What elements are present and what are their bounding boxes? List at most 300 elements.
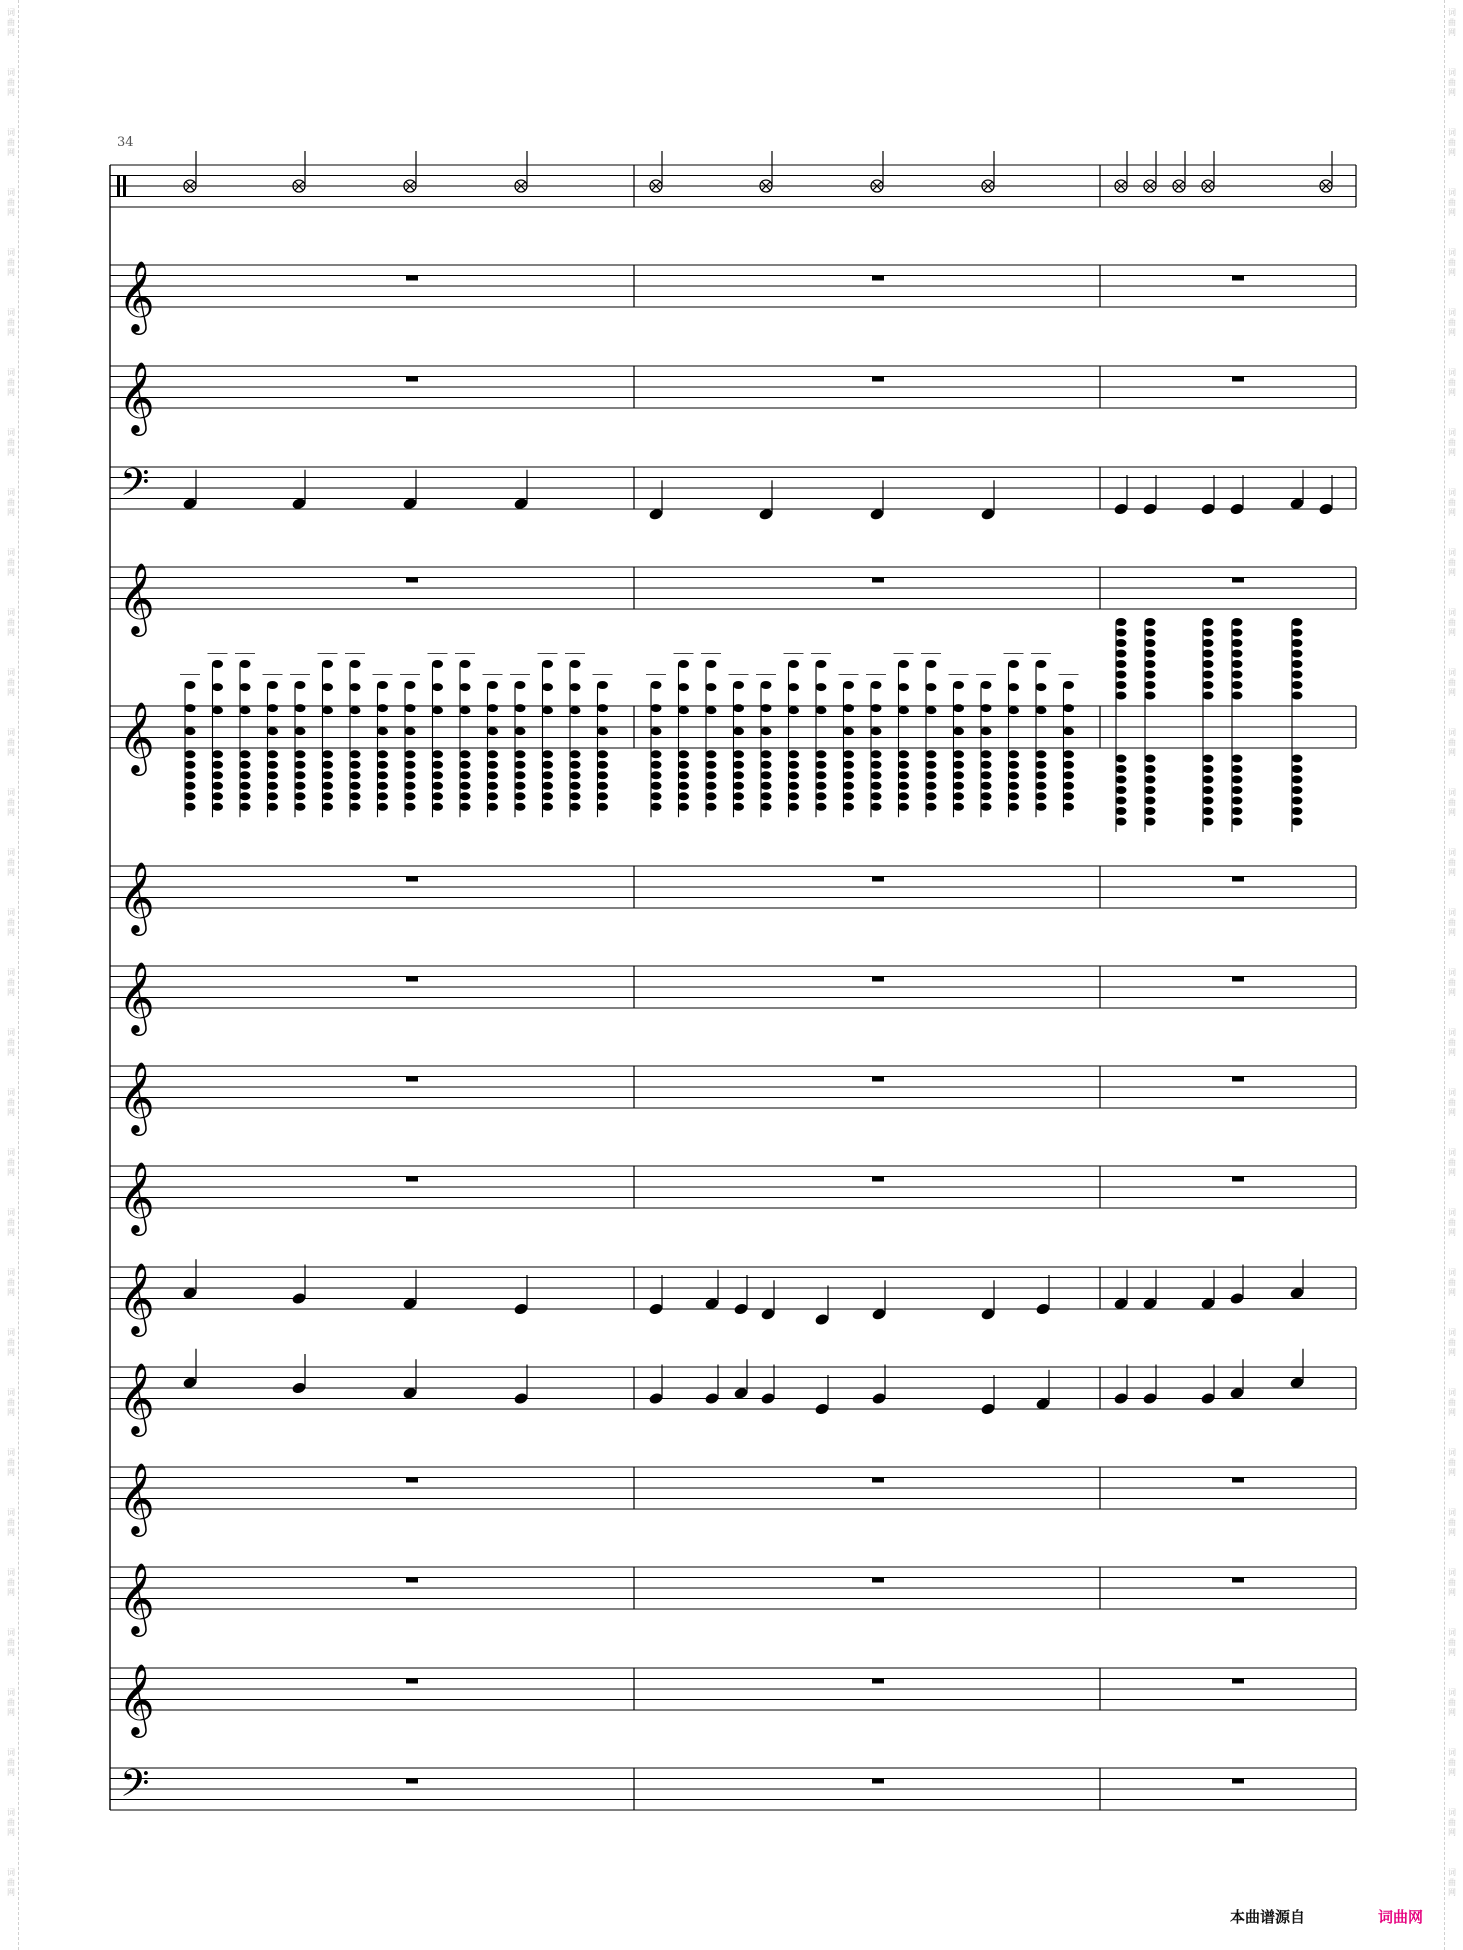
chord-note — [981, 782, 992, 790]
chord-note — [570, 771, 581, 779]
chord-note — [788, 706, 799, 714]
watermark-text: 词 曲 网 — [1448, 368, 1456, 397]
chord-note — [1008, 706, 1019, 714]
chord-note — [515, 681, 526, 689]
whole-rest — [406, 1578, 418, 1583]
whole-rest — [872, 1478, 884, 1483]
chord-note — [542, 706, 553, 714]
chord-note — [898, 683, 909, 691]
chord-note — [843, 761, 854, 769]
chord-note — [1203, 776, 1214, 784]
chord-note — [1292, 629, 1303, 637]
chord-note — [487, 792, 498, 800]
watermark-text: 词 曲 网 — [7, 1028, 15, 1057]
staff-7 — [110, 860, 1356, 936]
chord-note — [432, 660, 443, 668]
staff-15 — [110, 1662, 1356, 1738]
chord-note — [1145, 639, 1156, 647]
chord-note — [597, 750, 608, 758]
chord-note — [515, 782, 526, 790]
chord-note — [761, 750, 772, 758]
watermark-text: 词 曲 网 — [1448, 548, 1456, 577]
chord-note — [432, 750, 443, 758]
chord-note — [212, 706, 223, 714]
whole-rest — [1232, 1679, 1244, 1684]
chord-note — [295, 681, 306, 689]
chord-note — [1292, 818, 1303, 826]
whole-rest — [872, 877, 884, 882]
chord-note — [926, 771, 937, 779]
chord-note — [981, 792, 992, 800]
chord-note — [267, 727, 278, 735]
chord-note — [377, 792, 388, 800]
chord-note — [1008, 792, 1019, 800]
chord-note — [871, 727, 882, 735]
chord-note — [515, 792, 526, 800]
whole-rest — [406, 578, 418, 583]
chord-note — [1232, 765, 1243, 773]
chord-note — [597, 782, 608, 790]
watermark-text: 词 曲 网 — [1448, 1808, 1456, 1837]
chord-note — [1008, 803, 1019, 811]
watermark-text: 词 曲 网 — [7, 8, 15, 37]
watermark-text: 词 曲 网 — [1448, 1628, 1456, 1657]
chord-note — [843, 704, 854, 712]
chord-note — [816, 761, 827, 769]
chord-note — [761, 727, 772, 735]
chord-note — [816, 706, 827, 714]
chord-note — [350, 683, 361, 691]
chord-note — [515, 704, 526, 712]
chord-note — [898, 706, 909, 714]
chord-note — [678, 706, 689, 714]
watermark-text: 词 曲 网 — [7, 128, 15, 157]
chord-note — [1008, 771, 1019, 779]
staff-16 — [110, 1761, 1356, 1815]
chord-note — [405, 771, 416, 779]
chord-note — [1232, 786, 1243, 794]
chord-note — [1292, 692, 1303, 700]
chord-note — [460, 803, 471, 811]
chord-note — [816, 803, 827, 811]
chord-note — [350, 803, 361, 811]
watermark-text: 词 曲 网 — [7, 1148, 15, 1177]
watermark-text: 词 曲 网 — [7, 1568, 15, 1597]
chord-note — [487, 704, 498, 712]
chord-note — [953, 782, 964, 790]
whole-rest — [872, 1077, 884, 1082]
watermark-text: 词 曲 网 — [7, 308, 15, 337]
chord-note — [432, 683, 443, 691]
watermark-text: 词 曲 网 — [1448, 1448, 1456, 1477]
chord-note — [542, 683, 553, 691]
chord-note — [322, 706, 333, 714]
treble-clef-icon: 𝄞 — [118, 1461, 155, 1534]
chord-note — [816, 782, 827, 790]
chord-note — [678, 803, 689, 811]
chord-note — [1145, 755, 1156, 763]
chord-note — [295, 750, 306, 758]
watermark-text: 词 曲 网 — [1448, 1688, 1456, 1717]
chord-note — [651, 761, 662, 769]
chord-note — [926, 803, 937, 811]
staff-8 — [110, 960, 1356, 1036]
chord-note — [1008, 660, 1019, 668]
chord-note — [926, 782, 937, 790]
chord-note — [487, 782, 498, 790]
chord-note — [240, 706, 251, 714]
chord-note — [570, 750, 581, 758]
chord-note — [542, 792, 553, 800]
watermark-text: 词 曲 网 — [7, 968, 15, 997]
chord-note — [1203, 818, 1214, 826]
chord-note — [1116, 650, 1127, 658]
chord-note — [1036, 771, 1047, 779]
watermark-text: 词 曲 网 — [7, 68, 15, 97]
chord-note — [405, 681, 416, 689]
chord-note — [432, 792, 443, 800]
whole-rest — [406, 1077, 418, 1082]
chord-note — [816, 792, 827, 800]
chord-note — [460, 771, 471, 779]
chord-note — [377, 782, 388, 790]
chord-note — [761, 792, 772, 800]
whole-rest — [1232, 578, 1244, 583]
chord-note — [487, 727, 498, 735]
chord-note — [377, 761, 388, 769]
watermark-text: 词 曲 网 — [1448, 1868, 1456, 1897]
chord-note — [240, 782, 251, 790]
chord-note — [1232, 776, 1243, 784]
watermark-text: 词 曲 网 — [7, 1208, 15, 1237]
chord-note — [405, 803, 416, 811]
whole-rest — [872, 377, 884, 382]
chord-note — [322, 771, 333, 779]
watermark-text: 词 曲 网 — [1448, 248, 1456, 277]
chord-note — [405, 782, 416, 790]
watermark-text: 词 曲 网 — [7, 548, 15, 577]
watermark-text: 词 曲 网 — [7, 1808, 15, 1837]
chord-note — [185, 681, 196, 689]
chord-note — [706, 792, 717, 800]
chord-note — [267, 782, 278, 790]
chord-note — [432, 771, 443, 779]
chord-note — [1063, 771, 1074, 779]
chord-note — [1036, 750, 1047, 758]
chord-note — [788, 782, 799, 790]
chord-note — [1145, 765, 1156, 773]
chord-note — [570, 782, 581, 790]
chord-note — [295, 704, 306, 712]
chord-note — [1203, 660, 1214, 668]
chord-note — [405, 792, 416, 800]
chord-note — [733, 750, 744, 758]
chord-note — [1116, 765, 1127, 773]
whole-rest — [406, 1478, 418, 1483]
chord-note — [212, 660, 223, 668]
treble-clef-icon: 𝄞 — [118, 700, 155, 773]
chord-note — [926, 683, 937, 691]
chord-note — [678, 660, 689, 668]
chord-note — [1232, 807, 1243, 815]
chord-note — [733, 681, 744, 689]
chord-note — [487, 750, 498, 758]
chord-note — [898, 782, 909, 790]
chord-note — [377, 681, 388, 689]
chord-note — [843, 782, 854, 790]
chord-note — [267, 771, 278, 779]
chord-note — [185, 750, 196, 758]
chord-note — [1203, 671, 1214, 679]
chord-note — [761, 771, 772, 779]
chord-note — [651, 803, 662, 811]
watermark-text: 词 曲 网 — [7, 188, 15, 217]
chord-note — [1145, 818, 1156, 826]
chord-note — [322, 660, 333, 668]
chord-note — [432, 803, 443, 811]
chord-note — [1203, 639, 1214, 647]
chord-note — [678, 683, 689, 691]
watermark-text: 词 曲 网 — [1448, 1508, 1456, 1537]
treble-clef-icon: 𝄞 — [118, 1561, 155, 1634]
chord-note — [185, 704, 196, 712]
chord-note — [350, 750, 361, 758]
chord-note — [843, 681, 854, 689]
chord-note — [267, 681, 278, 689]
watermark-text: 词 曲 网 — [1448, 788, 1456, 817]
chord-note — [405, 750, 416, 758]
chord-note — [981, 761, 992, 769]
chord-note — [733, 704, 744, 712]
chord-note — [1116, 618, 1127, 626]
chord-note — [350, 782, 361, 790]
chord-note — [788, 683, 799, 691]
chord-note — [1063, 761, 1074, 769]
chord-note — [816, 660, 827, 668]
chord-note — [1203, 797, 1214, 805]
chord-note — [487, 803, 498, 811]
chord-note — [761, 704, 772, 712]
treble-clef-icon: 𝄞 — [118, 1361, 155, 1434]
watermark-text: 词 曲 网 — [7, 908, 15, 937]
chord-note — [377, 803, 388, 811]
chord-note — [240, 660, 251, 668]
chord-note — [1232, 650, 1243, 658]
chord-note — [212, 782, 223, 790]
chord-note — [1116, 639, 1127, 647]
chord-note — [377, 704, 388, 712]
whole-rest — [1232, 276, 1244, 281]
chord-note — [185, 761, 196, 769]
chord-note — [1292, 755, 1303, 763]
chord-note — [1145, 681, 1156, 689]
whole-rest — [1232, 377, 1244, 382]
watermark-text: 词 曲 网 — [1448, 968, 1456, 997]
chord-note — [678, 782, 689, 790]
staff-9 — [110, 1060, 1356, 1136]
watermark-text: 词 曲 网 — [1448, 128, 1456, 157]
watermark-text: 词 曲 网 — [7, 428, 15, 457]
chord-note — [843, 803, 854, 811]
chord-note — [1008, 750, 1019, 758]
chord-note — [706, 761, 717, 769]
chord-note — [570, 803, 581, 811]
watermark-text: 词 曲 网 — [7, 1688, 15, 1717]
measure-number: 34 — [117, 135, 134, 150]
chord-note — [733, 771, 744, 779]
chord-note — [651, 681, 662, 689]
chord-note — [597, 761, 608, 769]
chord-note — [981, 803, 992, 811]
chord-note — [322, 803, 333, 811]
chord-note — [733, 782, 744, 790]
chord-note — [267, 704, 278, 712]
chord-note — [651, 727, 662, 735]
chord-note — [1145, 692, 1156, 700]
chord-note — [1145, 618, 1156, 626]
watermark-text: 词 曲 网 — [1448, 1268, 1456, 1297]
chord-note — [1036, 782, 1047, 790]
chord-note — [570, 660, 581, 668]
chord-note — [871, 782, 882, 790]
chord-note — [871, 771, 882, 779]
watermark-text: 词 曲 网 — [7, 608, 15, 637]
chord-note — [597, 727, 608, 735]
chord-note — [1232, 692, 1243, 700]
chord-note — [1292, 765, 1303, 773]
chord-note — [432, 761, 443, 769]
chord-note — [542, 761, 553, 769]
treble-clef-icon: 𝄞 — [118, 561, 155, 634]
chord-note — [1036, 660, 1047, 668]
chord-note — [322, 750, 333, 758]
chord-note — [597, 681, 608, 689]
chord-note — [1292, 639, 1303, 647]
chord-note — [1036, 761, 1047, 769]
watermark-text: 词 曲 网 — [7, 848, 15, 877]
chord-note — [1116, 807, 1127, 815]
chord-note — [981, 771, 992, 779]
whole-rest — [872, 276, 884, 281]
whole-rest — [872, 1177, 884, 1182]
chord-note — [405, 727, 416, 735]
watermark-text: 词 曲 网 — [7, 1628, 15, 1657]
chord-note — [1116, 681, 1127, 689]
staff-13 — [110, 1461, 1356, 1537]
chord-note — [570, 761, 581, 769]
chord-note — [788, 792, 799, 800]
chord-note — [761, 782, 772, 790]
chord-note — [1036, 792, 1047, 800]
site-name: 词曲网 — [1378, 1908, 1424, 1926]
chord-note — [515, 761, 526, 769]
chord-note — [816, 750, 827, 758]
chord-note — [322, 761, 333, 769]
chord-note — [953, 727, 964, 735]
percussion-clef-icon — [117, 176, 120, 197]
chord-note — [405, 761, 416, 769]
watermark-text: 词 曲 网 — [7, 248, 15, 277]
chord-note — [212, 771, 223, 779]
chord-note — [733, 727, 744, 735]
chord-note — [1203, 786, 1214, 794]
watermark-text: 词 曲 网 — [7, 1868, 15, 1897]
chord-note — [350, 706, 361, 714]
chord-note — [1063, 782, 1074, 790]
chord-note — [898, 792, 909, 800]
whole-rest — [872, 1578, 884, 1583]
chord-note — [295, 782, 306, 790]
chord-note — [1292, 618, 1303, 626]
chord-note — [1145, 660, 1156, 668]
watermark-text: 词 曲 网 — [1448, 188, 1456, 217]
chord-note — [871, 803, 882, 811]
chord-note — [267, 750, 278, 758]
chord-note — [1292, 786, 1303, 794]
chord-note — [1145, 650, 1156, 658]
chord-note — [322, 683, 333, 691]
watermark-text: 词 曲 网 — [7, 368, 15, 397]
watermark-text: 词 曲 网 — [1448, 428, 1456, 457]
chord-note — [1203, 692, 1214, 700]
chord-note — [1063, 704, 1074, 712]
chord-note — [788, 771, 799, 779]
chord-note — [1145, 629, 1156, 637]
whole-rest — [406, 1177, 418, 1182]
chord-note — [981, 750, 992, 758]
chord-note — [350, 761, 361, 769]
watermark-text: 词 曲 网 — [7, 1508, 15, 1537]
chord-note — [487, 681, 498, 689]
watermark-text: 词 曲 网 — [1448, 1148, 1456, 1177]
watermark-text: 词 曲 网 — [1448, 1208, 1456, 1237]
chord-note — [953, 750, 964, 758]
chord-note — [542, 771, 553, 779]
bass-clef-icon: 𝄢 — [120, 459, 150, 514]
source-label: 本曲谱源自 — [1230, 1908, 1306, 1926]
chord-note — [1292, 660, 1303, 668]
chord-note — [1203, 618, 1214, 626]
chord-note — [542, 782, 553, 790]
whole-rest — [406, 977, 418, 982]
chord-note — [651, 750, 662, 758]
chord-note — [1063, 803, 1074, 811]
whole-rest — [1232, 1478, 1244, 1483]
chord-note — [1063, 727, 1074, 735]
chord-note — [377, 750, 388, 758]
chord-note — [898, 750, 909, 758]
chord-note — [212, 803, 223, 811]
chord-note — [953, 761, 964, 769]
treble-clef-icon: 𝄞 — [118, 1261, 155, 1334]
chord-note — [460, 750, 471, 758]
chord-note — [1232, 629, 1243, 637]
chord-note — [706, 771, 717, 779]
watermark-text: 词 曲 网 — [7, 1748, 15, 1777]
chord-note — [515, 771, 526, 779]
chord-note — [898, 803, 909, 811]
chord-note — [460, 761, 471, 769]
chord-note — [240, 771, 251, 779]
chord-note — [515, 727, 526, 735]
chord-note — [1116, 629, 1127, 637]
whole-rest — [406, 1679, 418, 1684]
chord-note — [1008, 782, 1019, 790]
chord-note — [460, 660, 471, 668]
chord-note — [706, 660, 717, 668]
chord-note — [1063, 792, 1074, 800]
chord-note — [788, 761, 799, 769]
